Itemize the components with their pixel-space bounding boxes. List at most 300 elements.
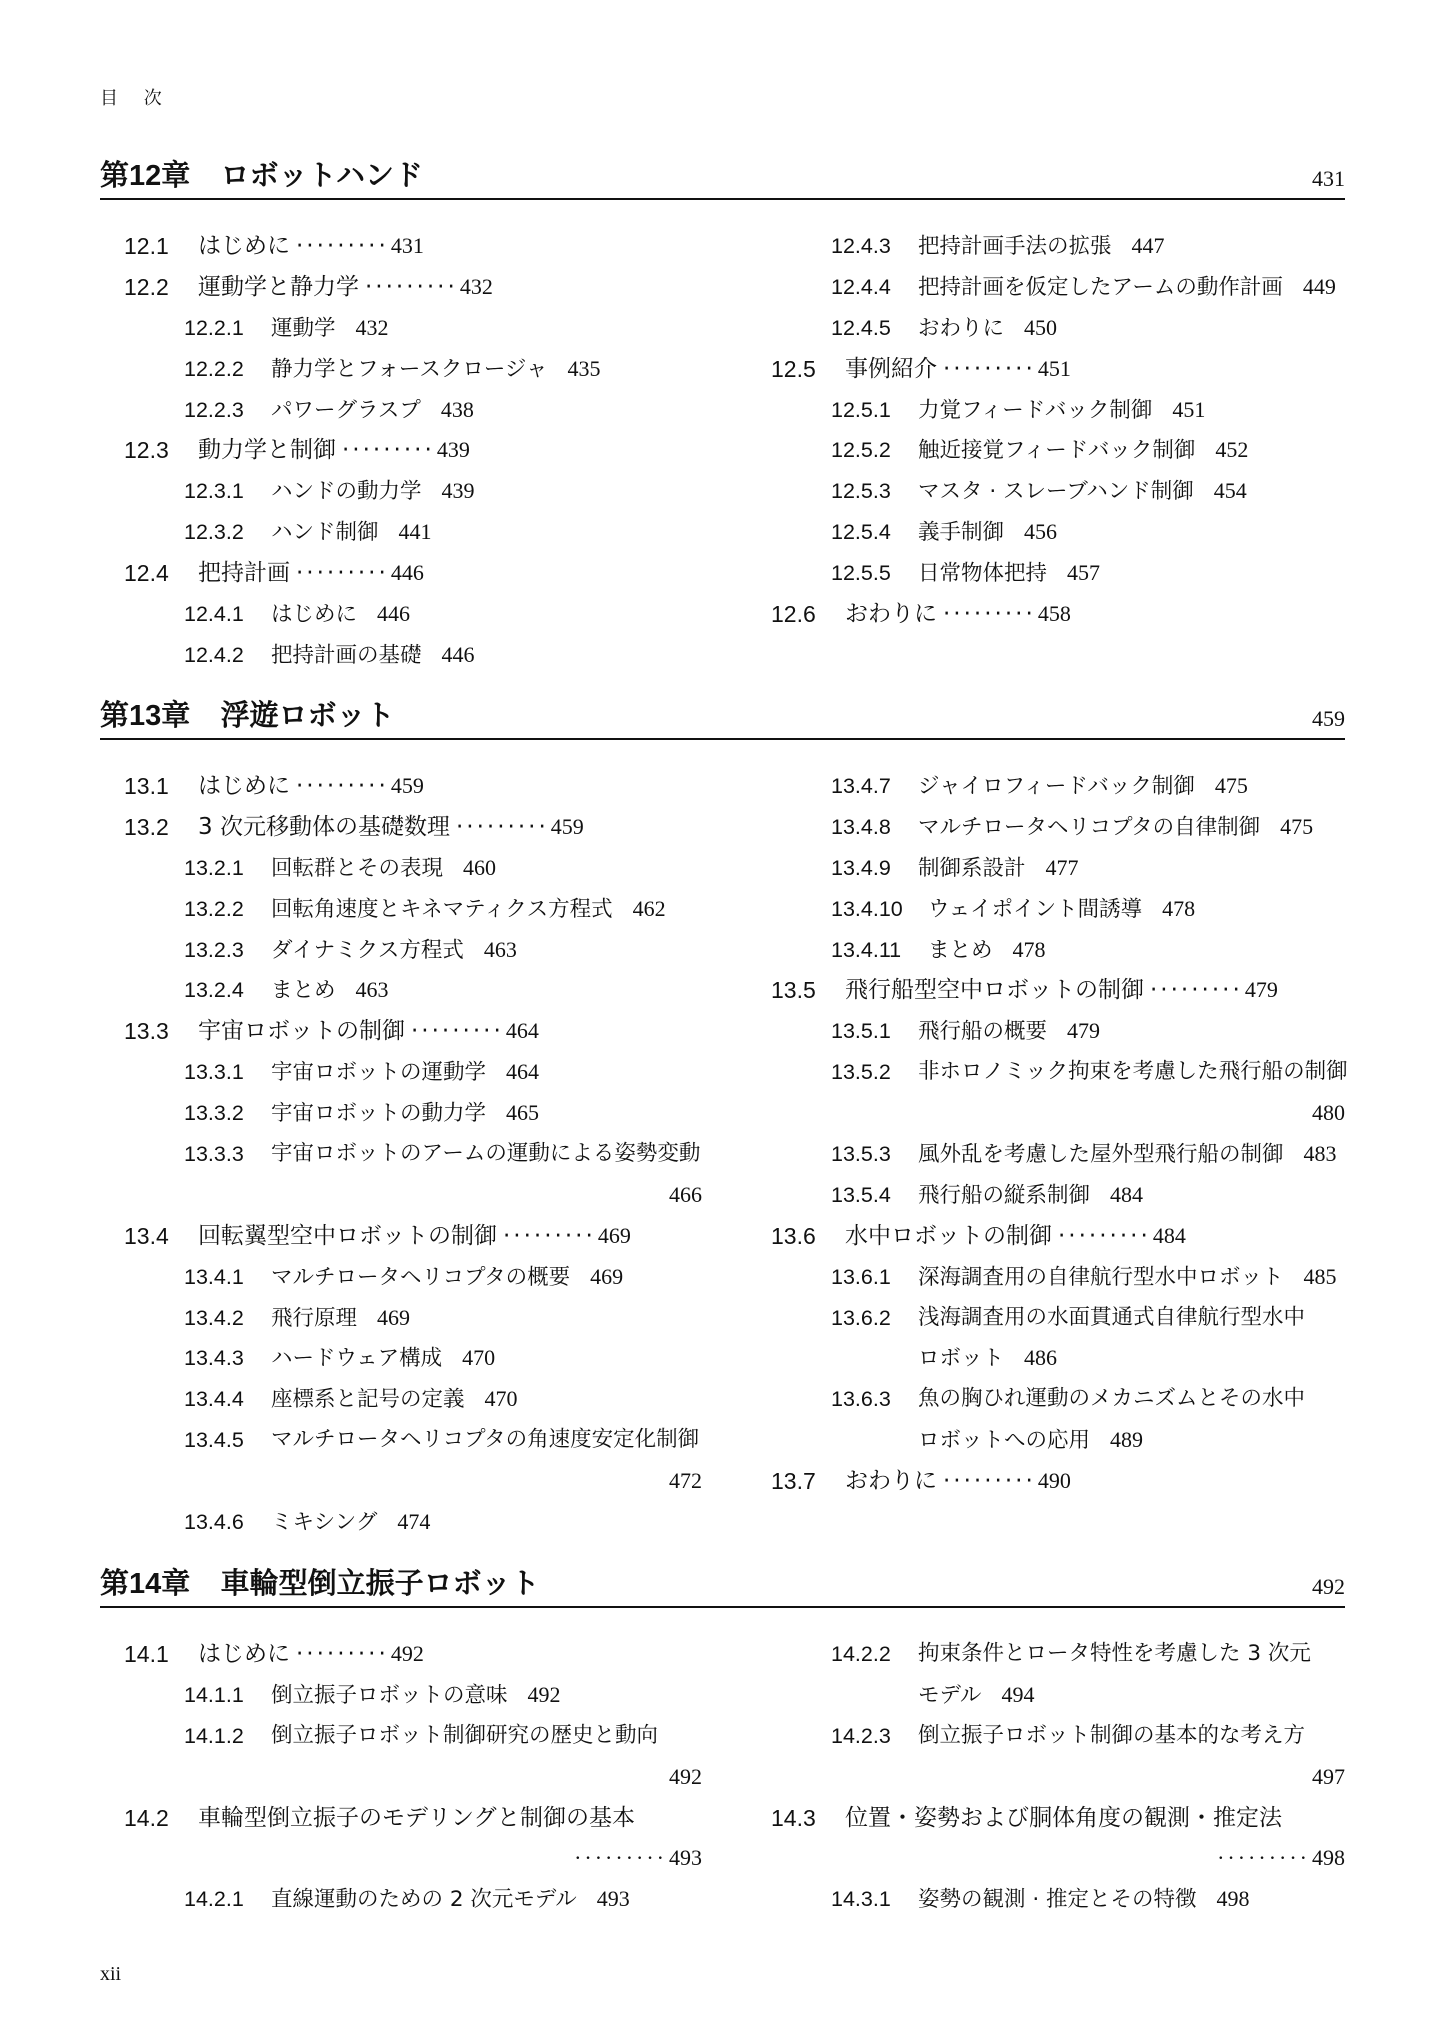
toc-section-entry[interactable] [771, 1216, 1345, 1257]
entry-title [845, 349, 1071, 390]
entry-title-text: 深海調査用の自律航行型水中ロボット [918, 1264, 1284, 1290]
entry-title-text: 宇宙ロボットの動力学 [271, 1101, 487, 1127]
entry-line [771, 1052, 1348, 1093]
entry-title [918, 1134, 1337, 1176]
entry-title [918, 267, 1336, 309]
entry-title-continued [918, 1675, 1034, 1717]
entry-title [271, 1502, 430, 1544]
entry-number: 13.2.4 [184, 978, 244, 1003]
toc-subsection-entry[interactable] [771, 430, 1345, 471]
entry-number: 13.5.1 [831, 1019, 891, 1044]
entry-number: 13.3.3 [184, 1142, 244, 1167]
entry-title-text: 拘束条件とロータ特性を考慮した 3 次元 [918, 1641, 1311, 1666]
toc-subsection-entry[interactable] [771, 1879, 1345, 1920]
entry-title [271, 594, 410, 636]
toc-section-entry[interactable] [124, 1798, 702, 1880]
toc-subsection-entry[interactable] [771, 308, 1345, 349]
entry-title-text: 日常物体把持 [918, 561, 1048, 587]
entry-page: 431 [390, 233, 424, 258]
toc-subsection-entry[interactable] [124, 889, 702, 930]
toc-subsection-entry[interactable] [124, 1134, 702, 1216]
chapter-name: 車輪型倒立振子ロボット [220, 1566, 540, 1600]
chapter-prefix: 第 [100, 158, 130, 192]
entry-number: 13.7 [771, 1468, 816, 1495]
entry-title-text: マルチロータヘリコプタの自律制御 [918, 814, 1261, 840]
entry-title [918, 1257, 1337, 1299]
entry-number: 13.2.1 [184, 855, 244, 880]
entry-title-text: 動力学と制御 [198, 437, 336, 464]
entry-title-text: ウェイポイント間誘導 [928, 896, 1143, 922]
toc-section-entry[interactable] [124, 267, 702, 308]
entry-title-text: モデル [918, 1682, 982, 1708]
toc-subsection-entry[interactable] [771, 1716, 1345, 1798]
chapter-title[interactable] [100, 1561, 540, 1602]
entry-page: 459 [390, 773, 424, 798]
entry-title [271, 930, 517, 972]
entry-number: 13.6 [771, 1222, 816, 1249]
entry-title-text: おわりに [845, 601, 937, 628]
leader-dots: ········· [943, 601, 1036, 628]
entry-page: 460 [463, 854, 497, 880]
chapter-heading [100, 150, 1345, 200]
toc-subsection-entry[interactable] [771, 766, 1345, 807]
entry-title [918, 226, 1165, 268]
entry-title [918, 1879, 1250, 1921]
entry-page: 463 [483, 936, 517, 962]
toc-subsection-entry[interactable] [771, 471, 1345, 512]
toc-subsection-entry[interactable] [771, 1298, 1345, 1380]
toc-subsection-entry[interactable] [124, 1052, 702, 1093]
entry-page: 451 [1037, 355, 1071, 381]
entry-number: 13.4.6 [184, 1510, 244, 1535]
toc-subsection-entry[interactable] [771, 1011, 1345, 1052]
entry-title [928, 930, 1046, 972]
entry-number: 12.1 [124, 233, 169, 259]
entry-line [124, 1420, 702, 1461]
toc-subsection-entry[interactable] [771, 889, 1345, 930]
toc-subsection-entry[interactable] [124, 594, 702, 635]
entry-page: 465 [506, 1100, 540, 1126]
entry-line [771, 1379, 1345, 1420]
chapter-number: 14 [129, 1568, 162, 1600]
toc-subsection-entry[interactable] [771, 1634, 1345, 1716]
entry-title [271, 1379, 518, 1421]
entry-title-text: マスタ · スレーブハンド制御 [918, 479, 1194, 505]
entry-page: 459 [550, 813, 584, 839]
entry-title-text: 直線運動のための 2 次元モデル [271, 1887, 577, 1913]
entry-title [918, 430, 1248, 472]
leader-dots: ········· [503, 1222, 596, 1249]
entry-title-text: 風外乱を考慮した屋外型飛行船の制御 [918, 1142, 1284, 1168]
entry-page: 446 [441, 641, 475, 667]
entry-number: 14.1 [124, 1641, 169, 1667]
entry-title-text: マルチロータヘリコプタの角速度安定化制御 [271, 1427, 700, 1453]
entry-number: 12.2.1 [184, 315, 244, 340]
entry-number: 14.2 [124, 1804, 169, 1831]
toc-subsection-entry[interactable] [771, 807, 1345, 848]
toc-section-entry[interactable] [124, 1634, 702, 1675]
toc-subsection-entry[interactable] [124, 1093, 702, 1134]
entry-title [271, 1879, 630, 1921]
entry-title-text: 飛行船の縦系制御 [918, 1182, 1091, 1208]
entry-title [918, 471, 1247, 513]
entry-number: 13.4.10 [831, 896, 903, 921]
toc-subsection-entry[interactable] [124, 308, 702, 349]
entry-title [845, 1798, 1282, 1839]
entry-number: 13.5.3 [831, 1142, 891, 1167]
entry-title [918, 1052, 1348, 1093]
entry-number: 12.3.2 [184, 520, 244, 545]
entry-title [271, 970, 389, 1012]
chapter-heading [100, 690, 1345, 740]
toc-subsection-entry[interactable] [771, 930, 1345, 971]
entry-number: 13.4.4 [184, 1387, 244, 1412]
entry-title-text: 制御系設計 [918, 855, 1026, 881]
toc-subsection-entry[interactable] [124, 1420, 702, 1502]
entry-line [771, 1838, 1345, 1879]
toc-subsection-entry[interactable] [124, 970, 702, 1011]
entry-title-text: マルチロータヘリコプタの概要 [271, 1264, 571, 1290]
toc-subsection-entry[interactable] [771, 512, 1345, 553]
entry-line [124, 1716, 702, 1757]
toc-subsection-entry[interactable] [124, 930, 702, 971]
entry-page: 454 [1213, 478, 1247, 504]
entry-title [845, 1461, 1071, 1502]
entry-title-text: 座標系と記号の定義 [271, 1387, 465, 1413]
entry-number: 13.3 [124, 1018, 169, 1045]
entry-title-text: 魚の胸ひれ運動のメカニズムとその水中 [918, 1386, 1306, 1412]
entry-page: 446 [377, 601, 411, 627]
entry-number: 12.5.1 [831, 397, 891, 422]
entry-number: 12.5.2 [831, 438, 891, 463]
entry-page: 470 [462, 1345, 496, 1371]
entry-page: 479 [1067, 1018, 1101, 1044]
toc-subsection-entry[interactable] [124, 512, 702, 553]
entry-title [918, 766, 1248, 808]
entry-number: 14.1.2 [184, 1723, 244, 1748]
toc-section-entry[interactable] [771, 1798, 1345, 1880]
toc-section-entry[interactable] [124, 766, 702, 807]
chapter-prefix: 第 [100, 698, 130, 732]
entry-title-text: まとめ [928, 937, 993, 963]
entry-page: 435 [567, 355, 601, 381]
chapter-title[interactable] [100, 693, 395, 734]
entry-number: 13.3.1 [184, 1060, 244, 1085]
entry-page: 464 [506, 1059, 540, 1085]
entry-title-text: ジャイロフィードバック制御 [918, 774, 1195, 799]
entry-title [198, 1798, 635, 1839]
entry-number: 12.5 [771, 355, 816, 382]
entry-title-text: まとめ [271, 978, 336, 1004]
entry-line [124, 1175, 702, 1216]
entry-page: 452 [1215, 437, 1249, 463]
toc-subsection-entry[interactable] [124, 390, 702, 431]
toc-subsection-entry[interactable] [124, 1257, 702, 1298]
toc-subsection-entry[interactable] [124, 848, 702, 889]
entry-title-text: ダイナミクス方程式 [271, 937, 464, 963]
entry-page: 439 [441, 478, 475, 504]
entry-page: 466 [669, 1181, 702, 1207]
entry-title [271, 1298, 410, 1340]
entry-title-text: 事例紹介 [845, 355, 937, 382]
entry-number: 13.4.1 [184, 1264, 244, 1289]
entry-page: 497 [1312, 1763, 1345, 1789]
entry-title-text: 静力学とフォースクロージャ [271, 356, 548, 382]
toc-section-entry[interactable] [771, 594, 1345, 635]
toc-subsection-entry[interactable] [771, 848, 1345, 889]
entry-title [918, 1298, 1305, 1339]
entry-title [271, 1134, 700, 1175]
leader-dots: ········· [296, 1641, 389, 1667]
toc-subsection-entry[interactable] [124, 1879, 702, 1920]
entry-title [271, 889, 666, 931]
entry-title [271, 349, 601, 391]
entry-title [198, 430, 470, 471]
toc-subsection-entry[interactable] [124, 635, 702, 676]
entry-title [271, 1257, 623, 1299]
entry-number: 14.2.1 [184, 1887, 244, 1912]
entry-number: 13.6.2 [831, 1305, 891, 1330]
toc-subsection-entry[interactable] [124, 471, 702, 512]
entry-title-text: 倒立振子ロボット制御の基本的な考え方 [918, 1722, 1306, 1748]
entry-title [918, 807, 1313, 849]
chapter-heading [100, 1558, 1345, 1608]
entry-page: 480 [1312, 1100, 1345, 1126]
entry-page: 475 [1214, 773, 1248, 798]
entry-title [271, 308, 389, 350]
toc-subsection-entry[interactable] [124, 1338, 702, 1379]
page-number: xii [100, 1963, 122, 1985]
toc-column-right [771, 766, 1348, 1502]
entry-title [271, 848, 496, 890]
entry-number: 13.2.2 [184, 896, 244, 921]
leader-dots: ········· [296, 233, 389, 259]
entry-number: 13.4.8 [831, 814, 891, 839]
toc-subsection-entry[interactable] [771, 1257, 1345, 1298]
toc-subsection-entry[interactable] [124, 1716, 702, 1798]
toc-section-entry[interactable] [771, 970, 1345, 1011]
toc-section-entry[interactable] [124, 226, 702, 267]
toc-subsection-entry[interactable] [124, 1675, 702, 1716]
entry-number: 13.6.1 [831, 1264, 891, 1289]
entry-page: 458 [1037, 601, 1071, 627]
entry-title [918, 553, 1100, 595]
toc-subsection-entry[interactable] [124, 1502, 702, 1543]
entry-title-text: ロボット [918, 1346, 1005, 1372]
leader-dots: ········· [365, 273, 458, 300]
entry-page: 484 [1110, 1181, 1144, 1207]
entry-page: 492 [669, 1763, 702, 1789]
entry-page [1211, 1838, 1345, 1879]
entry-number: 12.2.2 [184, 356, 244, 381]
toc-subsection-entry[interactable] [771, 226, 1345, 267]
toc-subsection-entry[interactable] [124, 1379, 702, 1420]
entry-number: 13.2.3 [184, 937, 244, 962]
entry-title-text: ハンド制御 [271, 520, 379, 546]
entry-title [198, 1011, 539, 1052]
entry-title-text: 力覚フィードバック制御 [918, 397, 1153, 423]
entry-title-text: 把持計画 [198, 560, 290, 587]
entry-title-text: 位置・姿勢および胴体角度の観測・推定法 [845, 1804, 1282, 1831]
entry-page: 449 [1302, 273, 1336, 299]
running-header: 目 次 [100, 88, 172, 109]
toc-subsection-entry[interactable] [771, 1134, 1345, 1175]
entry-line [771, 1338, 1345, 1379]
entry-title-text: 飛行船の概要 [918, 1019, 1048, 1045]
entry-title [271, 1716, 658, 1757]
chapter-name: ロボットハンド [220, 158, 424, 192]
entry-title-text: 義手制御 [918, 520, 1005, 546]
entry-title-text: 回転群とその表現 [271, 855, 444, 881]
entry-number: 13.4.3 [184, 1346, 244, 1371]
toc-subsection-entry[interactable] [771, 390, 1345, 431]
entry-title-text: ハードウェア構成 [271, 1346, 443, 1372]
entry-title [271, 1093, 539, 1135]
entry-title [918, 1175, 1143, 1217]
entry-page: 486 [1024, 1345, 1058, 1371]
entry-title-text: 3 次元移動体の基礎数理 [198, 813, 450, 840]
entry-title [918, 848, 1079, 890]
entry-number: 13.5.2 [831, 1060, 891, 1085]
leader-dots: ········· [943, 355, 1036, 382]
entry-number: 12.5.4 [831, 520, 891, 545]
entry-number: 12.2 [124, 273, 169, 300]
entry-page: 494 [1001, 1681, 1035, 1707]
entry-page: 493 [596, 1886, 630, 1912]
toc-section-entry[interactable] [771, 1461, 1345, 1502]
entry-line [771, 1675, 1345, 1716]
entry-page: 450 [1024, 314, 1058, 340]
toc-column-right [771, 1634, 1345, 1920]
chapter-12-section [100, 150, 1345, 668]
entry-title [198, 267, 493, 308]
entry-number: 12.4.2 [184, 642, 244, 667]
entry-title-text: パワーグラスプ [271, 397, 421, 423]
chapter-title[interactable] [100, 153, 423, 194]
entry-title [845, 970, 1278, 1011]
toc-subsection-entry[interactable] [771, 1379, 1345, 1461]
entry-line [771, 1298, 1345, 1339]
toc-subsection-entry[interactable] [771, 553, 1345, 594]
entry-title-text: ロボットへの応用 [918, 1428, 1091, 1454]
entry-page: 474 [397, 1509, 431, 1535]
leader-dots: ········· [1150, 977, 1243, 1004]
entry-title-text: 飛行船型空中ロボットの制御 [845, 977, 1144, 1004]
entry-number: 13.5.4 [831, 1182, 891, 1207]
entry-number: 14.2.3 [831, 1723, 891, 1748]
entry-title-text: 倒立振子ロボットの意味 [271, 1682, 508, 1708]
toc-section-entry[interactable] [124, 1011, 702, 1052]
entry-title-text: はじめに [198, 1641, 290, 1667]
entry-title-text: 水中ロボットの制御 [845, 1222, 1052, 1249]
entry-title-text: 回転翼型空中ロボットの制御 [198, 1222, 497, 1249]
entry-number: 13.4.11 [831, 937, 902, 962]
chapter-page: 431 [1312, 166, 1345, 191]
entry-line [771, 1420, 1345, 1461]
entry-page: 498 [1216, 1886, 1250, 1912]
toc-section-entry[interactable] [124, 807, 702, 848]
chapter-number: 13 [129, 700, 162, 732]
entry-title-continued [918, 1338, 1057, 1380]
entry-title [271, 1675, 561, 1717]
toc-section-entry[interactable] [124, 553, 702, 594]
chapter-name: 浮遊ロボット [220, 698, 395, 732]
entry-title [271, 635, 475, 677]
entry-title [918, 1716, 1305, 1757]
leader-dots: ········· [574, 1845, 667, 1871]
entry-title [928, 889, 1195, 931]
toc-subsection-entry[interactable] [124, 1298, 702, 1339]
entry-title-text: 宇宙ロボットの運動学 [271, 1060, 487, 1086]
entry-number: 13.6.3 [831, 1387, 891, 1412]
entry-title [198, 553, 424, 594]
entry-number: 13.3.2 [184, 1101, 244, 1126]
toc-subsection-entry[interactable] [771, 1052, 1348, 1134]
toc-section-entry[interactable] [124, 1216, 702, 1257]
toc-section-entry[interactable] [771, 349, 1345, 390]
entry-page: 469 [590, 1263, 624, 1289]
entry-page: 470 [484, 1386, 518, 1412]
entry-title-text: おわりに [845, 1468, 937, 1495]
entry-title [198, 1216, 631, 1257]
entry-title [271, 471, 475, 513]
entry-title [198, 807, 584, 848]
entry-line [771, 1757, 1345, 1798]
entry-title [271, 390, 474, 432]
entry-title [918, 1011, 1100, 1053]
leader-dots: ········· [296, 560, 389, 587]
toc-subsection-entry[interactable] [771, 267, 1345, 308]
toc-subsection-entry[interactable] [771, 1175, 1345, 1216]
toc-subsection-entry[interactable] [124, 349, 702, 390]
chapter-prefix: 第 [100, 1566, 130, 1600]
chapter-page: 492 [1312, 1574, 1345, 1599]
entry-title [845, 594, 1071, 635]
toc-section-entry[interactable] [124, 430, 702, 471]
entry-title-text: 把持計画を仮定したアームの動作計画 [918, 274, 1283, 300]
entry-number: 13.4 [124, 1222, 169, 1249]
entry-title-text: 飛行原理 [271, 1305, 358, 1331]
entry-page [568, 1838, 702, 1879]
entry-page: 489 [1110, 1427, 1144, 1453]
chapter-page: 459 [1312, 706, 1345, 731]
entry-title [845, 1216, 1186, 1257]
entry-title-text: 把持計画の基礎 [271, 642, 422, 668]
entry-number: 12.5.3 [831, 479, 891, 504]
entry-title-text: おわりに [918, 315, 1005, 341]
entry-number: 13.2 [124, 813, 169, 840]
entry-page: 446 [390, 560, 424, 586]
entry-page: 492 [527, 1681, 561, 1707]
entry-page: 485 [1303, 1263, 1337, 1289]
chapter-suffix: 章 [161, 158, 191, 192]
entry-line [124, 1798, 702, 1839]
entry-number: 14.3.1 [831, 1887, 891, 1912]
entry-title [198, 766, 424, 807]
entry-line [124, 1838, 702, 1879]
entry-page: 462 [632, 895, 666, 921]
entry-page: 479 [1244, 977, 1278, 1003]
entry-page: 477 [1045, 854, 1079, 880]
entry-page: 451 [1172, 396, 1206, 422]
chapter-13-section [100, 690, 1348, 1536]
entry-number: 14.2.2 [831, 1642, 891, 1666]
entry-page: 484 [1152, 1222, 1186, 1248]
entry-page-number: 493 [669, 1845, 702, 1871]
entry-line [124, 1461, 702, 1502]
entry-page: 464 [505, 1018, 539, 1044]
entry-page: 472 [669, 1468, 702, 1494]
